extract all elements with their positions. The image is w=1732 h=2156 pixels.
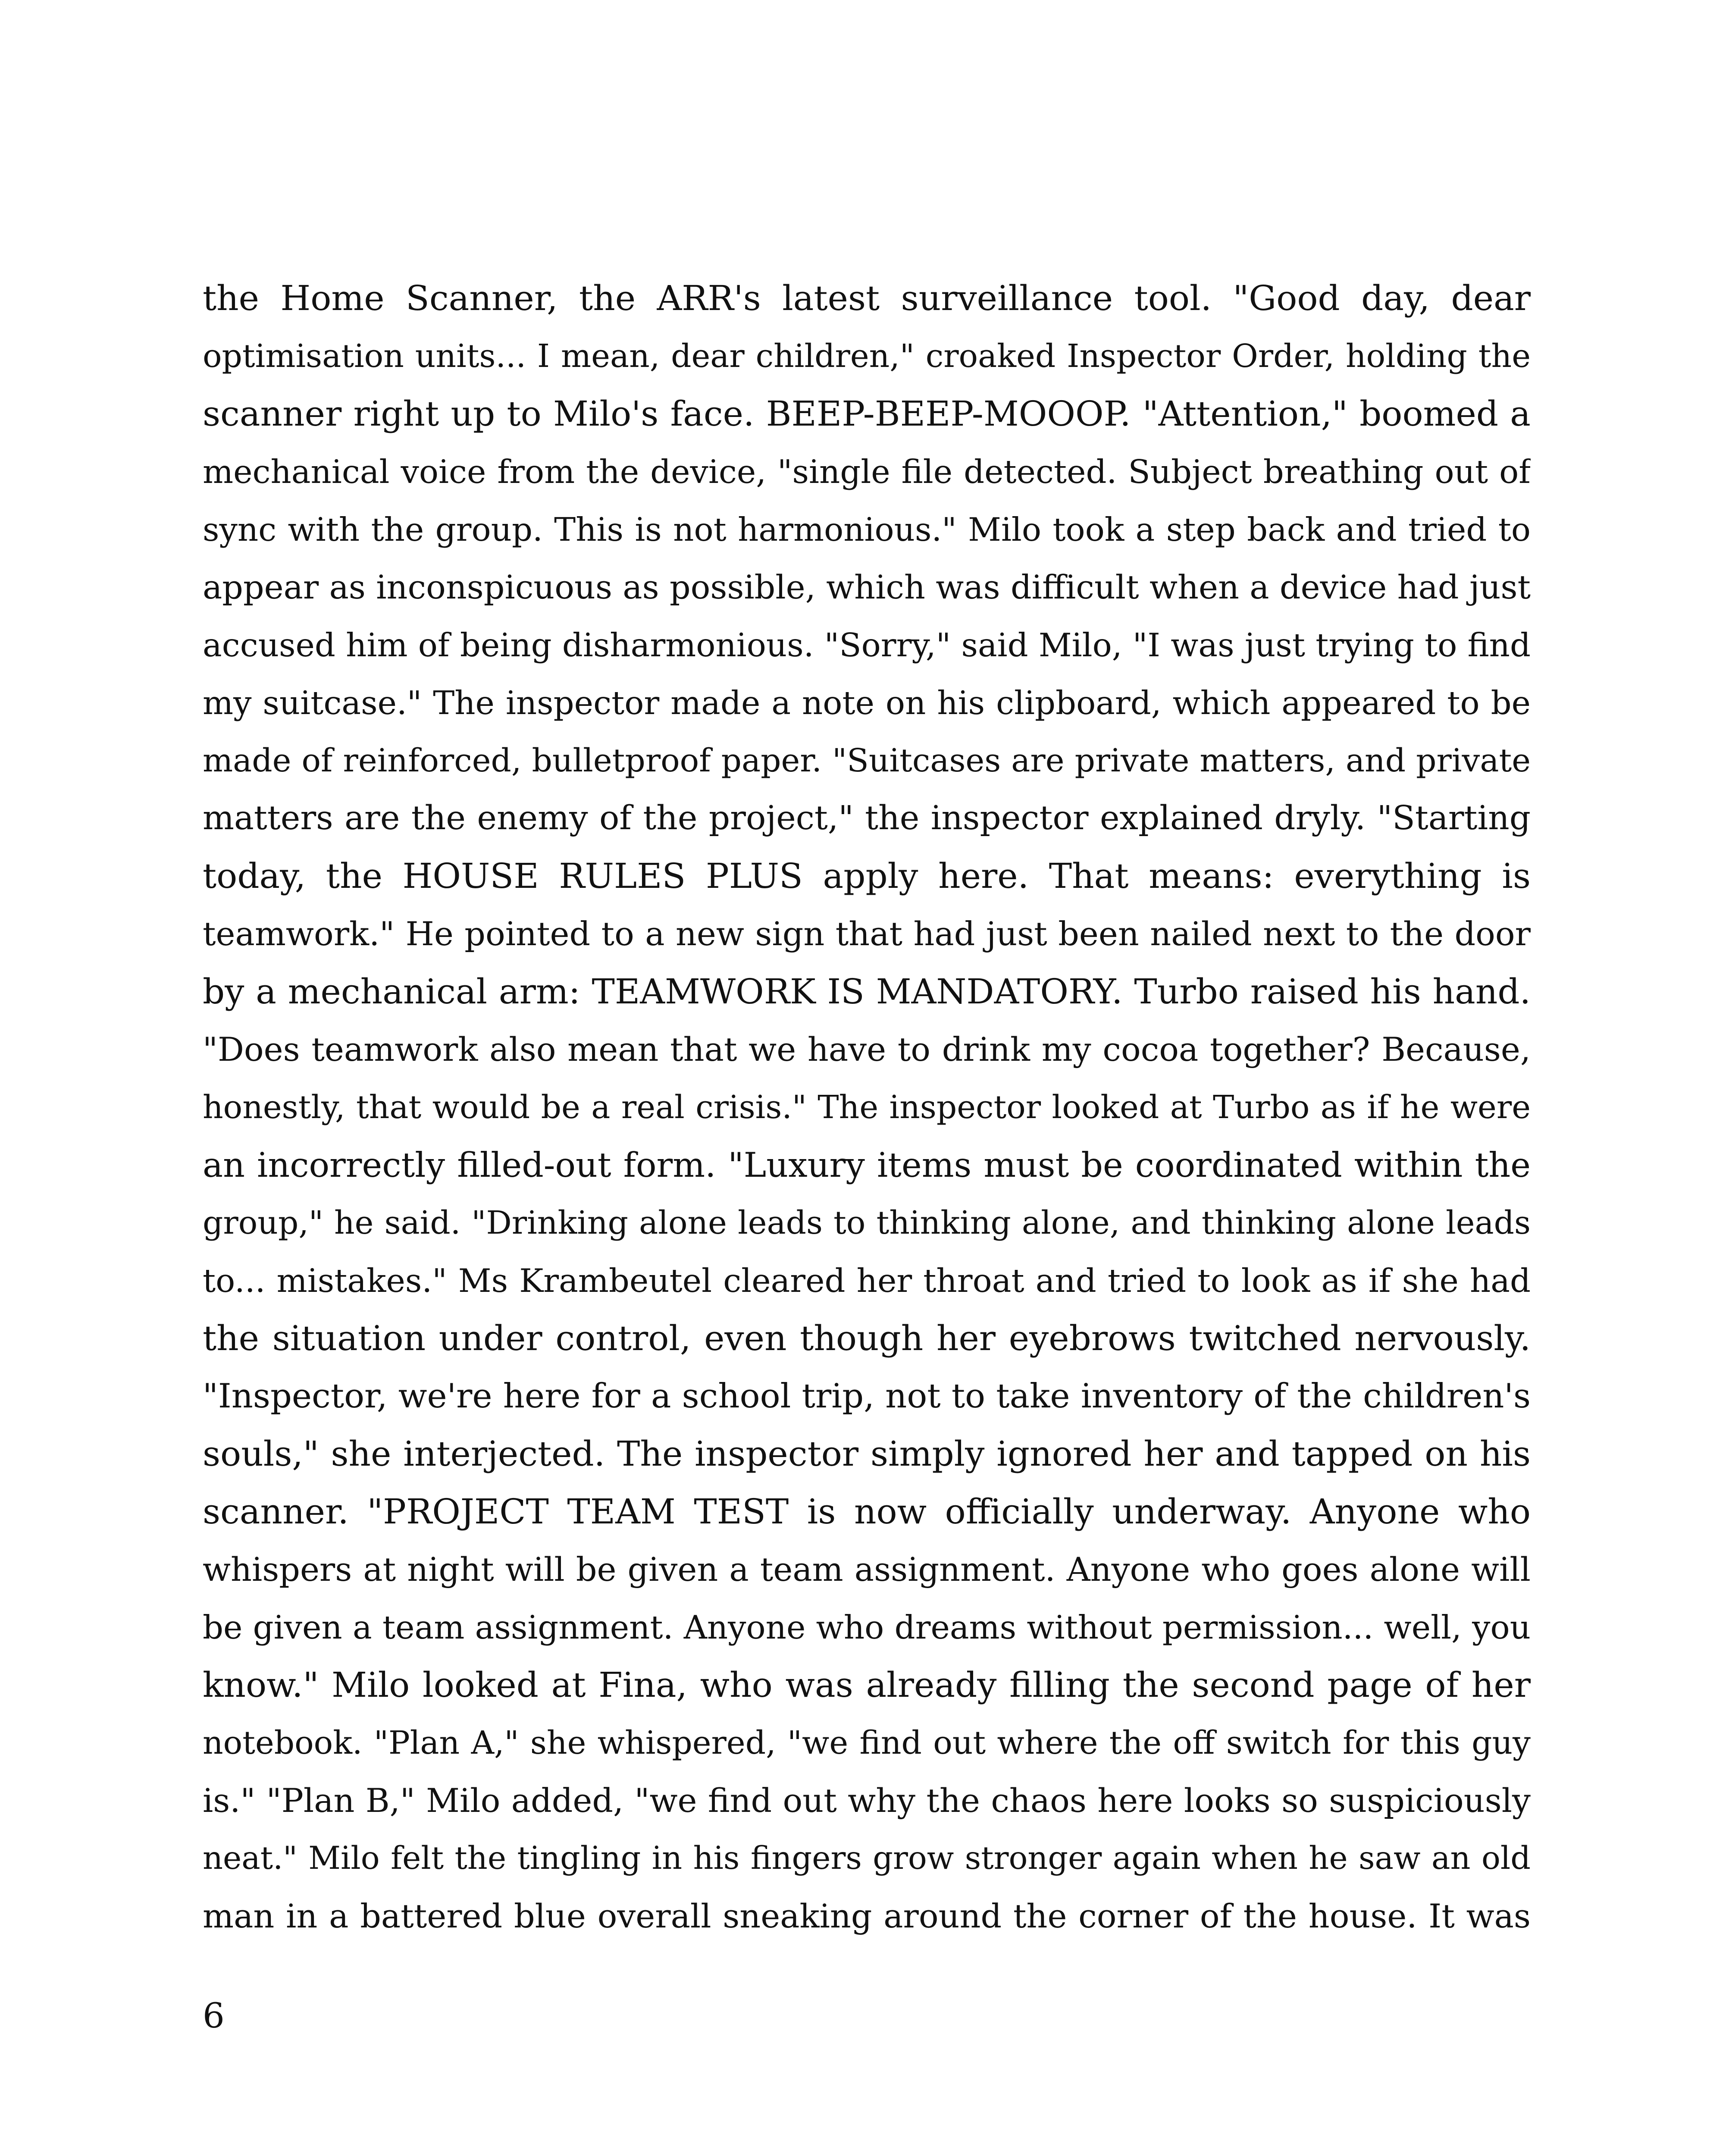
text-line: know." Milo looked at Fina, who was already filling the second page of her <box>203 1665 1531 1705</box>
text-line: optimisation units... I mean, dear children," croaked Inspector Order, holding the <box>203 338 1531 375</box>
text-line: whispers at night will be given a team assignment. Anyone who goes alone will <box>203 1550 1531 1589</box>
text-line: "Inspector, we're here for a school trip, not to take inventory of the children's <box>203 1377 1531 1416</box>
text-line: mechanical voice from the device, "single file detected. Subject breathing out of <box>203 453 1531 491</box>
text-line: scanner. "PROJECT TEAM TEST is now officially underway. Anyone who <box>203 1492 1531 1532</box>
text-line: sync with the group. This is not harmonious." Milo took a step back and tried to <box>203 511 1531 548</box>
text-line: an incorrectly filled-out form. "Luxury items must be coordinated within the <box>203 1145 1531 1185</box>
text-line: "Does teamwork also mean that we have to drink my cocoa together? Because, <box>203 1030 1531 1069</box>
text-line: be given a team assignment. Anyone who dreams without permission... well, you <box>203 1608 1531 1646</box>
text-line: notebook. "Plan A," she whispered, "we find out where the off switch for this guy <box>203 1724 1531 1761</box>
text-line: matters are the enemy of the project," the inspector explained dryly. "Starting <box>203 799 1531 837</box>
text-line: neat." Milo felt the tingling in his fingers grow stronger again when he saw an old <box>203 1840 1531 1877</box>
body-text <box>203 270 1531 1945</box>
text-line: accused him of being disharmonious. "Sorry," said Milo, "I was just trying to find <box>203 626 1531 664</box>
text-line: group," he said. "Drinking alone leads to thinking alone, and thinking alone leads <box>203 1204 1531 1241</box>
text-line: scanner right up to Milo's face. BEEP-BEEP-MOOOP. "Attention," boomed a <box>203 394 1531 434</box>
text-line: teamwork." He pointed to a new sign that had just been nailed next to the door <box>203 915 1531 953</box>
text-line: the situation under control, even though her eyebrows twitched nervously. <box>203 1318 1531 1358</box>
text-line: the Home Scanner, the ARR's latest surveillance tool. "Good day, dear <box>203 278 1531 318</box>
text-line: my suitcase." The inspector made a note on his clipboard, which appeared to be <box>203 684 1531 722</box>
text-line: is." "Plan B," Milo added, "we find out why the chaos here looks so suspiciously <box>203 1781 1531 1820</box>
text-line: honestly, that would be a real crisis." The inspector looked at Turbo as if he were <box>203 1089 1531 1126</box>
page-number: 6 <box>203 1996 225 2036</box>
text-line: man in a battered blue overall sneaking around the corner of the house. It was <box>203 1897 1531 1935</box>
text-line: by a mechanical arm: TEAMWORK IS MANDATORY. Turbo raised his hand. <box>203 971 1531 1012</box>
text-line: appear as inconspicuous as possible, which was difficult when a device had just <box>203 568 1531 606</box>
text-line: made of reinforced, bulletproof paper. "Suitcases are private matters, and private <box>203 742 1531 779</box>
text-line: souls," she interjected. The inspector simply ignored her and tapped on his <box>203 1434 1531 1474</box>
text-line: today, the HOUSE RULES PLUS apply here. That means: everything is <box>203 856 1531 896</box>
text-line: to... mistakes." Ms Krambeutel cleared her throat and tried to look as if she had <box>203 1262 1531 1300</box>
